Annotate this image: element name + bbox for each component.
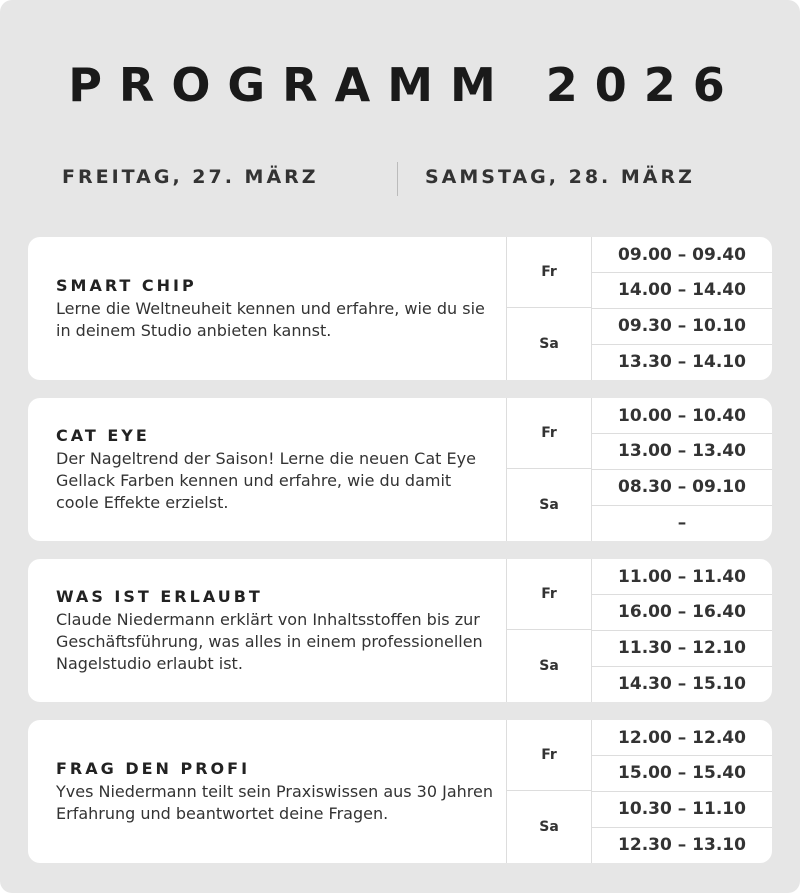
session-info [28,720,507,863]
time-slot: 13.00 – 13.40 [592,434,772,470]
day-label-fr: Fr [507,237,592,308]
session-description: Yves Niedermann teilt sein Praxiswissen aus 30 Jahren Erfahrung und beantwortet deine Fragen. [56,781,493,823]
time-slot: 11.00 – 11.40 [592,559,772,595]
session-name: SMART CHIP [56,275,197,295]
day-saturday: SAMSTAG, 28. MÄRZ [425,166,695,188]
session-description: Lerne die Weltneuheit kennen und erfahre, wie du sie in deinem Studio anbieten kannst. [56,298,485,340]
session-info [28,237,507,380]
session-card [28,559,772,702]
session-name: CAT EYE [56,425,150,445]
day-header [0,166,800,194]
session-description: Claude Niedermann erklärt von Inhaltsstoffen bis zur Geschäftsführung, was alles in einem professionellen Nagelstudio erlaubt ist. [56,609,483,673]
session-name: WAS IST ERLAUBT [56,586,263,606]
session-card [28,237,772,380]
day-label-sa: Sa [507,630,592,702]
session-card [28,398,772,541]
time-slot: 15.00 – 15.40 [592,756,772,792]
time-slot: 12.00 – 12.40 [592,720,772,756]
day-label-fr: Fr [507,720,592,791]
day-friday: FREITAG, 27. MÄRZ [62,166,319,188]
day-label-sa: Sa [507,791,592,863]
session-description: Der Nageltrend der Saison! Lerne die neuen Cat Eye Gellack Farben kennen und erfahre, wie du damit coole Effekte erzielst. [56,448,476,512]
divider [397,162,398,196]
day-label-fr: Fr [507,398,592,469]
session-card [28,720,772,863]
session-info [28,398,507,541]
session-info [28,559,507,702]
day-label-sa: Sa [507,469,592,541]
day-label-fr: Fr [507,559,592,630]
time-slot: – [677,513,687,534]
time-slot: 13.30 – 14.10 [618,352,746,373]
page-title: PROGRAMM 2026 [68,58,742,112]
time-slot: 12.30 – 13.10 [618,835,746,856]
session-name: FRAG DEN PROFI [56,758,251,778]
time-slot: 14.30 – 15.10 [618,674,746,695]
time-slot: 14.00 – 14.40 [592,273,772,309]
time-slot: 08.30 – 09.10 [592,470,772,506]
time-slot: 11.30 – 12.10 [592,631,772,667]
time-slot: 09.30 – 10.10 [592,309,772,345]
day-label-sa: Sa [507,308,592,380]
time-slot: 10.30 – 11.10 [592,792,772,828]
time-slot: 09.00 – 09.40 [592,237,772,273]
time-slot: 16.00 – 16.40 [592,595,772,631]
time-slot: 10.00 – 10.40 [592,398,772,434]
